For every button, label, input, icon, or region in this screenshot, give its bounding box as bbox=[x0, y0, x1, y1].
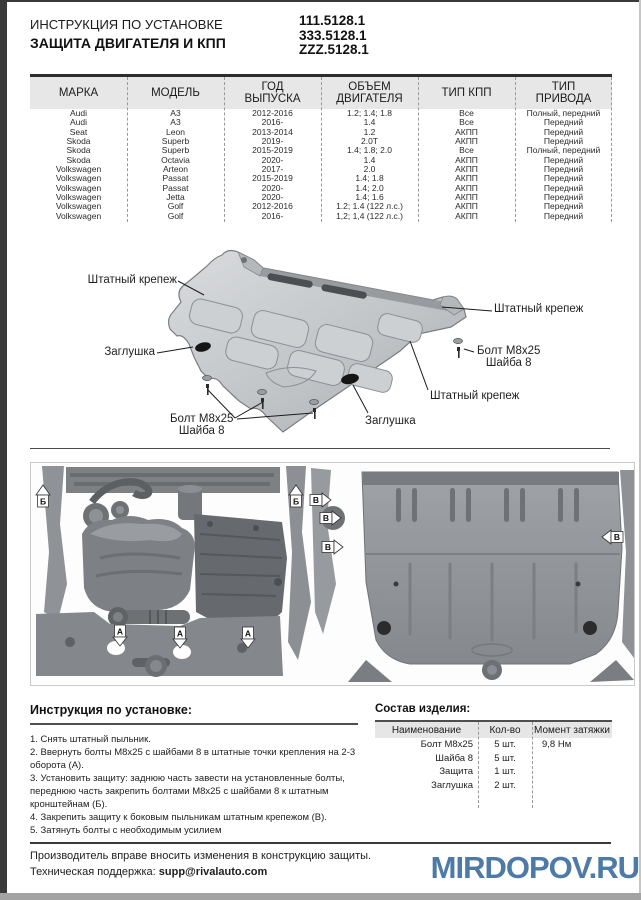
instruction-step: 4. Закрепить защиту к боковым пыльникам штатным крепежом (В). bbox=[30, 812, 327, 823]
table-row bbox=[375, 752, 612, 766]
instruction-step: 1. Снять штатный пыльник. bbox=[30, 734, 151, 745]
cell-engine: 1.2; 1.4 (122 л.с.) bbox=[336, 201, 403, 212]
cell-brand: Seat bbox=[69, 126, 88, 137]
cell-drive: Передний bbox=[543, 173, 584, 184]
svg-text:А: А bbox=[176, 628, 184, 639]
cell-engine: 1.4; 1.8; 2.0 bbox=[347, 145, 392, 156]
cell-drive: Полный, передний bbox=[526, 108, 601, 118]
cell-gearbox: АКПП bbox=[455, 126, 478, 137]
cell-gearbox: АКПП bbox=[455, 201, 478, 212]
cell-drive: Передний bbox=[543, 182, 584, 193]
cell-brand: Skoda bbox=[66, 135, 91, 146]
cell-engine: 1.4; 1.8 bbox=[355, 173, 384, 184]
cell-engine: 1,2; 1,4 (122 л.с.) bbox=[336, 210, 403, 221]
components-column-header: Наименование bbox=[391, 724, 462, 736]
cell-model: Superb bbox=[161, 145, 190, 156]
table-row bbox=[375, 779, 612, 793]
components-column-header: Кол-во bbox=[489, 724, 521, 736]
table-divider bbox=[321, 77, 322, 222]
cell-brand: Volkswagen bbox=[55, 163, 102, 174]
footer-support bbox=[30, 865, 371, 881]
table-divider bbox=[611, 77, 612, 222]
cell-drive: Передний bbox=[543, 163, 584, 174]
document-title-line1: ИНСТРУКЦИЯ ПО УСТАНОВКЕ bbox=[30, 17, 223, 32]
part-number: ZZZ.5128.1 bbox=[299, 42, 369, 57]
cell-year: 2016- bbox=[261, 210, 284, 221]
cell-engine: 1.4; 2.0 bbox=[355, 182, 384, 193]
cell-drive: Передний bbox=[543, 210, 584, 221]
cell-torque: 9,8 Нм bbox=[542, 739, 572, 750]
cell-drive: Передний bbox=[543, 117, 584, 128]
instruction-step: 3. Установить защиту: заднюю часть завести на установленные болты, переднюю часть закрепить болтами М8х25 с шайбами 8 к штатным кронштейнам (Б). bbox=[30, 773, 345, 810]
cell-engine: 1.4; 1.6 bbox=[355, 191, 384, 202]
cell-drive: Передний bbox=[543, 191, 584, 202]
cell-brand: Skoda bbox=[66, 154, 91, 165]
cell-model: Arteon bbox=[162, 163, 189, 174]
cell-engine: 2.0 bbox=[363, 163, 376, 174]
components-table-body bbox=[375, 738, 612, 792]
cell-brand: Volkswagen bbox=[55, 210, 102, 221]
part-number: 111.5128.1 bbox=[299, 13, 366, 28]
table-row bbox=[375, 738, 612, 752]
cell-gearbox: АКПП bbox=[455, 191, 478, 202]
cell-year: 2020- bbox=[261, 182, 284, 193]
cell-component-name: Заглушка bbox=[431, 779, 473, 791]
cell-model: Octavia bbox=[161, 154, 190, 165]
table-divider bbox=[532, 722, 533, 808]
cell-model: A3 bbox=[170, 117, 181, 128]
table-divider bbox=[224, 77, 225, 222]
label-factory-mount-3: Штатный крепеж bbox=[430, 390, 520, 402]
page-edge-left bbox=[0, 0, 7, 900]
cell-torque bbox=[532, 752, 612, 766]
cell-year: 2017- bbox=[261, 163, 284, 174]
cell-model: Golf bbox=[167, 201, 184, 212]
cell-brand: Audi bbox=[69, 108, 87, 118]
cell-brand: Audi bbox=[69, 117, 87, 128]
label-washer-line: Шайба 8 bbox=[178, 425, 225, 437]
svg-text:Б: Б bbox=[39, 496, 47, 507]
cell-model: Passat bbox=[162, 173, 189, 184]
cell-quantity: 5 шт. bbox=[494, 752, 516, 764]
installation-instructions bbox=[30, 703, 358, 837]
fitment-column-header: ТИП ПРИВОДА bbox=[535, 80, 592, 105]
underbody-photo bbox=[30, 462, 635, 686]
cell-model: Superb bbox=[161, 135, 190, 146]
cell-gearbox: АКПП bbox=[455, 154, 478, 165]
fitment-column-header: ГОД ВЫПУСКА bbox=[244, 80, 301, 105]
label-factory-mount-2: Штатный крепеж bbox=[494, 303, 584, 315]
cell-year: 2013-2014 bbox=[252, 126, 293, 137]
cell-drive: Полный, передний bbox=[526, 145, 601, 156]
fitment-column-header: МАРКА bbox=[58, 86, 99, 99]
cell-brand: Volkswagen bbox=[55, 182, 102, 193]
fitment-column-header: ОБЪЕМ ДВИГАТЕЛЯ bbox=[336, 80, 403, 105]
cell-year: 2016- bbox=[261, 117, 284, 128]
footer-divider bbox=[30, 842, 611, 844]
cell-gearbox: АКПП bbox=[455, 210, 478, 221]
cell-year: 2020- bbox=[261, 191, 284, 202]
label-bolt-bottom bbox=[170, 413, 233, 437]
label-bolt-right bbox=[477, 345, 540, 369]
table-row bbox=[375, 765, 612, 779]
part-numbers bbox=[299, 14, 369, 58]
svg-text:В: В bbox=[312, 495, 320, 505]
cell-year: 2020- bbox=[261, 154, 284, 165]
cell-year: 2015-2019 bbox=[252, 173, 293, 184]
cell-drive: Передний bbox=[543, 201, 584, 212]
cell-gearbox: Все bbox=[459, 117, 474, 128]
cell-model: Passat bbox=[162, 182, 189, 193]
cell-model: Jetta bbox=[166, 191, 185, 202]
support-email: supp@rivalauto.com bbox=[158, 865, 268, 878]
cell-gearbox: АКПП bbox=[455, 173, 478, 184]
components-title: Состав изделия: bbox=[375, 703, 471, 715]
table-divider bbox=[127, 77, 128, 222]
part-number: 333.5128.1 bbox=[299, 27, 367, 43]
table-divider bbox=[478, 722, 479, 808]
cell-year: 2012-2016 bbox=[252, 201, 293, 212]
cell-year: 2015-2019 bbox=[252, 145, 293, 156]
table-divider bbox=[418, 77, 419, 222]
cell-year: 2019- bbox=[261, 135, 284, 146]
cell-torque bbox=[532, 779, 612, 793]
installed-plate-view bbox=[348, 470, 634, 682]
cell-engine: 1.4 bbox=[363, 117, 376, 128]
label-plug-1: Заглушка bbox=[104, 346, 155, 358]
cell-model: A3 bbox=[170, 108, 181, 118]
cell-engine: 2.0T bbox=[360, 135, 378, 146]
cell-brand: Volkswagen bbox=[55, 201, 102, 212]
cell-engine: 1.2; 1.4; 1.8 bbox=[347, 108, 392, 118]
cell-torque bbox=[532, 765, 612, 779]
cell-quantity: 5 шт. bbox=[494, 739, 516, 750]
instructions-title: Инструкция по установке: bbox=[30, 703, 192, 717]
cell-engine: 1.4 bbox=[363, 154, 376, 165]
page-edge-bottom bbox=[0, 893, 641, 900]
site-watermark: MIRDOPOV.RU bbox=[430, 850, 639, 885]
cell-component-name: Защита bbox=[439, 766, 473, 777]
instructions-rule bbox=[30, 723, 358, 725]
cell-brand: Skoda bbox=[66, 145, 91, 156]
document-title-line2: ЗАЩИТА ДВИГАТЕЛЯ И КПП bbox=[30, 35, 226, 51]
cell-model: Leon bbox=[166, 126, 185, 137]
cell-gearbox: АКПП bbox=[455, 182, 478, 193]
cell-gearbox: Все bbox=[459, 145, 474, 156]
support-label: Техническая поддержка: bbox=[30, 865, 159, 878]
cell-quantity: 1 шт. bbox=[494, 766, 516, 777]
svg-text:В: В bbox=[613, 532, 621, 542]
table-divider bbox=[515, 77, 516, 222]
svg-text:Б: Б bbox=[292, 496, 300, 507]
instructions-steps bbox=[30, 733, 358, 837]
svg-text:А: А bbox=[116, 626, 124, 637]
svg-text:В: В bbox=[324, 542, 332, 552]
footer-disclaimer: Производитель вправе вносить изменения в конструкцию защиты. bbox=[30, 850, 372, 862]
cell-drive: Передний bbox=[543, 126, 584, 137]
cell-component-name: Шайба 8 bbox=[435, 752, 473, 764]
cell-component-name: Болт М8х25 bbox=[420, 739, 473, 750]
cell-brand: Volkswagen bbox=[55, 191, 102, 202]
cell-gearbox: Все bbox=[459, 108, 474, 118]
label-factory-mount-1: Штатный крепеж bbox=[87, 274, 177, 286]
cell-brand: Volkswagen bbox=[55, 173, 102, 184]
components-table-header bbox=[375, 722, 612, 738]
cell-engine: 1.2 bbox=[363, 126, 376, 137]
cell-year: 2012-2016 bbox=[252, 108, 293, 118]
components-column-header: Момент затяжки bbox=[534, 724, 610, 736]
cell-gearbox: АКПП bbox=[455, 135, 478, 146]
label-bolt-line: Болт М8х25 bbox=[477, 345, 541, 357]
fitment-column-header: МОДЕЛЬ bbox=[151, 86, 200, 99]
instruction-step: 5. Затянуть болты с необходимым усилием bbox=[30, 825, 222, 836]
instruction-step: 2. Ввернуть болты М8х25 с шайбами 8 в штатные точки крепления на 2-3 оборота (А). bbox=[30, 747, 356, 771]
label-washer-line: Шайба 8 bbox=[485, 357, 532, 369]
svg-text:В: В bbox=[322, 513, 330, 523]
cell-drive: Передний bbox=[543, 135, 584, 146]
footer-text bbox=[30, 849, 371, 880]
label-plug-2: Заглушка bbox=[365, 415, 416, 427]
bracket-hole bbox=[241, 257, 247, 263]
cell-drive: Передний bbox=[543, 154, 584, 165]
components-section bbox=[375, 703, 612, 792]
svg-text:А: А bbox=[244, 628, 252, 639]
cell-quantity: 2 шт. bbox=[494, 779, 516, 791]
page-edge-top bbox=[0, 0, 641, 2]
label-bolt-line: Болт М8х25 bbox=[170, 413, 234, 425]
cell-model: Golf bbox=[167, 210, 184, 221]
cell-gearbox: АКПП bbox=[455, 163, 478, 174]
fitment-column-header: ТИП КПП bbox=[441, 86, 492, 99]
